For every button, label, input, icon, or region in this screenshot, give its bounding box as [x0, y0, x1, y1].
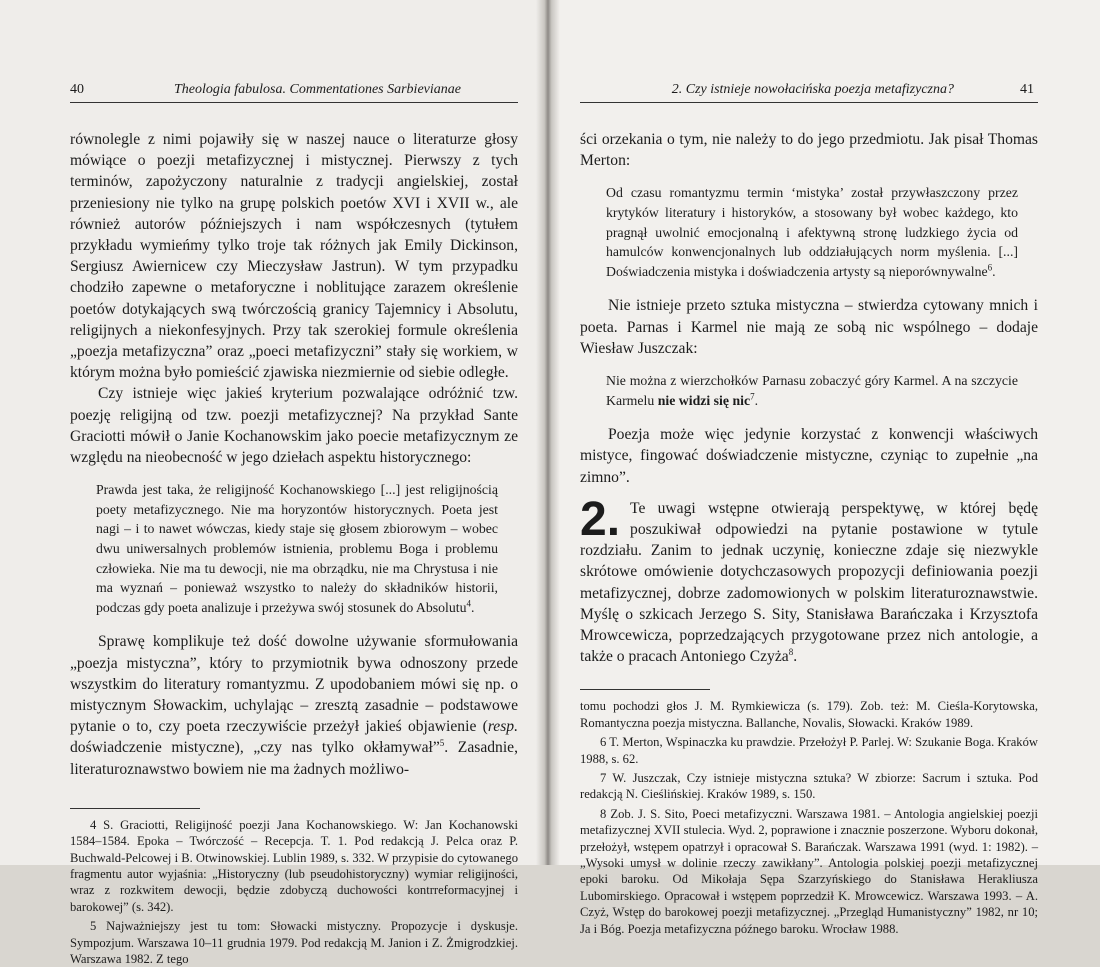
book-spine: [536, 0, 560, 865]
footnote-ref-4: 4: [466, 598, 472, 609]
right-page: [552, 0, 1100, 936]
right-quote-1-text: Od czasu romantyzmu termin ‘mistyka’ został przywłaszczony przez krytyków literatury i historyków, a stosowany był wobec każdego, kto pragnął uwolnić emocjonalną i afektywną stronę ludzkiego życia od hamulców konwencjonalnych lub oddziałujących norm myślenia. [...] Doświadczenia mistyka i doświadczenia artysty są nieporównywalne: [606, 185, 1018, 279]
right-quote-2-bold: nie widzi się nic: [657, 392, 751, 408]
left-paragraph-3-resp: resp.: [487, 718, 518, 736]
running-head-left: [70, 82, 518, 103]
left-paragraph-3-c: . Zasadnie, literaturoznawstwo bowiem nie ma żadnych możliwo-: [70, 739, 518, 778]
right-paragraph-4-text: Te uwagi wstępne otwierają perspektywę, w której będę poszukiwał odpowiedzi na pytanie postawione w tytule rozdziału. Zanim to jednak uczynię, konieczne zdaje się niezwykle skrótowe omówienie dotychczasowych propozycji definiowania poezji metafizycznej, dobrze zadomowionych w polskim literaturoznawstwie. Myślę o szkicach Jerzego S. Sity, Stanisława Barańczaka i Krzysztofa Mrowcewicza, poprzedzających przygotowane przez nich antologie, a także o pracach Antoniego Czyża: [580, 499, 1038, 666]
footnote-ref-6: 6: [987, 262, 993, 273]
right-paragraph-1: ści orzekania o tym, nie należy to do jego przedmiotu. Jak pisał Thomas Merton:: [580, 131, 1038, 170]
footnote-8: 8 Zob. J. S. Sito, Poeci metafizyczni. Warszawa 1981. – Antologia angielskiej poezji metafizycznej XVII stulecia. Wyd. 2, poprawione i znacznie poszerzone. Wyboru dokonał, przełożył, wstępem opatrzył i opracował S. Barańczak. Warszawa 1991 (wyd. 1: 1982). – „Wysoki umysł w dolinie rzeczy zawikłany”. Antologia polskiej poezji metafizycznej epoki baroku. Od Mikołaja Sępa Szarzyńskiego do Stanisława Herakliusza Lubomirskiego. Opracował i wstępem poprzedził K. Mrowcewicz. Warszawa 1993. – A. Czyż, Wstęp do barokowej poezji metafizycznej. „Przegląd Humanistyczny” 1982, nr 10; Ja i Bóg. Poezja metafizyczna późnego baroku. Wrocław 1988.: [580, 806, 1038, 936]
right-quote-1: Od czasu romantyzmu termin ‘mistyka’ został przywłaszczony przez krytyków literatury i historyków, a stosowany był wobec każdego, kto pragnął uwolnić emocjonalną i afektywną stronę ludzkiego życia od hamulców konwencjonalnych lub oddziałujących norm myślenia. [...] Doświadczenia mistyka i doświadczenia artysty są nieporównywalne$^6$.: [606, 185, 1018, 279]
right-quote-2-a: Nie można z wierzchołków Parnasu zobaczyć góry Karmel. A na szczycie Karmelu: [606, 372, 1018, 408]
page-number-right: 41: [1020, 82, 1034, 97]
footnote-rule-left: [70, 808, 200, 809]
page-number-left: 40: [70, 82, 84, 97]
right-paragraph-3: Poezja może więc jedynie korzystać z konwencji właściwych mistyce, fingować doświadczenie mistyczne, czyniąc to zupełnie „na zimno”.: [580, 426, 1038, 486]
left-paragraph-3-a: Sprawę komplikuje też dość dowolne używanie sformułowania „poezja mistyczna”, który to przymiotnik bywa odnoszony przede wszystkim do literatury romantyzmu. Z upodobaniem mówi się np. o mistycznym Słowackim, uchylając – zresztą zasadnie – podstawowe pytanie o to, czy poeta rzeczywiście przeżył jakieś objawienie (: [70, 633, 518, 736]
footnote-6: 6 T. Merton, Wspinaczka ku prawdzie. Przełożył P. Parlej. W: Szukanie Boga. Kraków 1988, s. 62.: [580, 735, 1038, 766]
footnote-continuation: tomu pochodzi głos J. M. Rymkiewicza (s. 179). Zob. też: M. Cieśla-Korytowska, Romantyczna poezja mistyczna. Ballanche, Novalis, Słowacki. Kraków 1989.: [580, 699, 1038, 730]
right-quote-2: Nie można z wierzchołków Parnasu zobaczyć góry Karmel. A na szczycie Karmelu nie widzi się nic$^7$.: [606, 372, 1018, 408]
footnote-7: 7 W. Juszczak, Czy istnieje mistyczna sztuka? W zbiorze: Sacrum i sztuka. Pod redakcją N. Cieślińskiej. Kraków 1989, s. 150.: [580, 771, 1038, 802]
section-number: 2.: [580, 492, 621, 546]
right-paragraph-4: 2. Te uwagi wstępne otwierają perspektywę, w której będę poszukiwał odpowiedzi na pytanie postawione w tytule rozdziału. Zanim to jednak uczynię, konieczne zdaje się niezwykle skrótowe omówienie dotychczasowych propozycji definiowania poezji metafizycznej, dobrze zadomowionych w polskim literaturoznawstwie. Myślę o szkicach Jerzego S. Sity, Stanisława Barańczaka i Krzysztofa Mrowcewicza, poprzedzających przygotowane przez nich antologie, a także o pracach Antoniego Czyża$^8$.: [580, 492, 1038, 666]
running-title-right: 2. Czy istnieje nowołacińska poezja metafizyczna?: [671, 82, 954, 97]
footnote-ref-7: 7: [750, 390, 755, 401]
footnote-4: 4 S. Graciotti, Religijność poezji Jana Kochanowskiego. W: Jan Kochanowski 1584–1584. Epoka – Twórczość – Recepcja. T. 1. Pod redakcją J. Pelca oraz P. Buchwald-Pelcowej i B. Otwinowskiej. Lublin 1989, s. 332. W przypisie do cytowanego fragmentu autor wyjaśnia: „Historyczny (lub pseudohistoryczny) wymiar religijności, wraz z rozkwitem dewocji, będzie zdobyczą duchowości kontrreformacyjnej i barokowej” (s. 342).: [70, 817, 518, 914]
running-title-left: Theologia fabulosa. Commentationes Sarbievianae: [174, 82, 461, 97]
left-paragraph-3: [70, 631, 518, 779]
left-paragraph-3-b: doświadczenie mistyczne), „czy nas tylko okłamywał”: [70, 739, 440, 757]
left-quote: Prawda jest taka, że religijność Kochanowskiego [...] jest religijnością poety metafizycznego. Nie ma horyzontów historycznych. Poeta jest nagi – i to nawet wówczas, kiedy staje się głosem zbiorowym – wobec dwu uniwersalnych problemów istnienia, problemu Boga i problemu człowieka. Nie ma tu dewocji, nie ma obrządku, nie ma Chrystusa i nie ma wyznań – ponieważ wszystko to należy do składników historii, podczas gdy poeta analizuje i przeżywa swój stosunek do Absolutu$^4$.: [96, 482, 498, 615]
right-paragraph-2: Nie istnieje przeto sztuka mistyczna – stwierdza cytowany mnich i poeta. Parnas i Karmel nie mają ze sobą nic wspólnego – dodaje Wiesław Juszczak:: [580, 297, 1038, 357]
left-paragraph-2: Czy istnieje więc jakieś kryterium pozwalające odróżnić tzw. poezję religijną od tzw. poezji metafizycznej? Na przykład Sante Graciotti mówił o Janie Kochanowskim jako poecie metafizycznym ze względu na nieobecność w jego dziełach aspektu historycznego:: [70, 385, 518, 467]
left-page: [0, 0, 546, 967]
left-quote-text: Prawda jest taka, że religijność Kochanowskiego [...] jest religijnością poety metafizycznego. Nie ma horyzontów historycznych. Poeta jest nagi – i to nawet wówczas, kiedy staje się głosem zbiorowym – wobec dwu uniwersalnych problemów istnienia, problemu Boga i problemu człowieka. Nie ma tu dewocji, nie ma obrządku, nie ma Chrystusa i nie ma wyznań – ponieważ wszystko to należy do składników historii, podczas gdy poeta analizuje i przeżywa swój stosunek do Absolutu: [96, 482, 498, 615]
footnote-ref-5: 5: [439, 738, 445, 749]
footnote-ref-8: 8: [788, 647, 794, 658]
footnote-5: 5 Najważniejszy jest tu tom: Słowacki mistyczny. Propozycje i dyskusje. Sympozjum. Warszawa 10–11 grudnia 1979. Pod redakcją M. Janion i Z. Żmigrodzkiej. Warszawa 1982. Z tego: [70, 919, 518, 967]
footnote-rule-right: [580, 689, 710, 690]
running-head-right: [580, 82, 1038, 103]
left-paragraph-1: równolegle z nimi pojawiły się w naszej nauce o literaturze głosy mówiące o poezji metafizycznej i mistycznej. Pierwszy z tych terminów, zapożyczony naturalnie z tradycji angielskiej, został przeniesiony nie tylko na grupę polskich poetów XVI i XVII w., ale również autorów późniejszych i nam współczesnych (tytułem przykładu wymieńmy tylko troje tak różnych jak Emily Dickinson, Sergiusz Awiernicew czy Mieczysław Jastrun). W tym przypadku chodziło zapewne o metaforyczne i noblitujące zarazem określenie poetów dotykających swą twórczością granicy Tajemnicy i Absolutu, religijnych a niekonfesyjnych. Przy tak szerokiej formule określenia „poezja metafizyczna” oraz „poeci metafizyczni” stały się workiem, w którym można było pomieścić zjawiska niezmiernie od siebie odległe.: [70, 131, 518, 382]
